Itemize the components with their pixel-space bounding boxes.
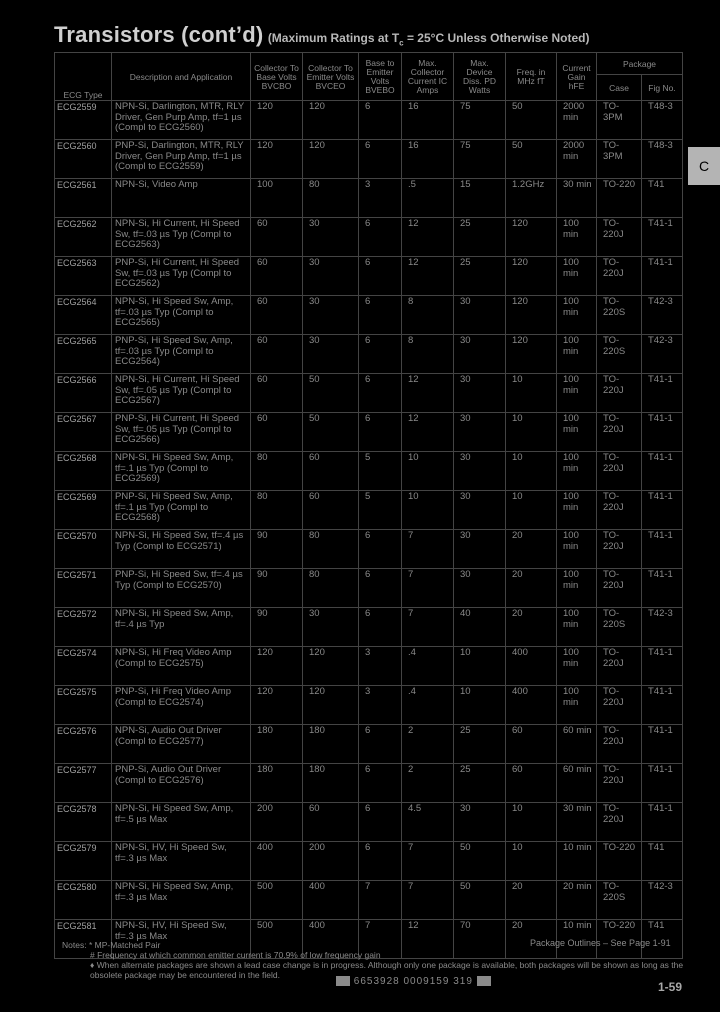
cell-hfe: 2000 min [557,140,597,179]
barcode-mark-left [336,976,350,986]
cell-bvebo: 3 [359,647,402,686]
cell-ft: 60 [506,764,557,803]
cell-case: TO-220J [597,491,642,530]
cell-ecg-type: ECG2576 [55,725,112,764]
cell-pd: 30 [454,335,506,374]
table-row [55,413,683,452]
cell-bvceo: 80 [303,569,359,608]
cell-ecg-type: ECG2575 [55,686,112,725]
cell-ft: 10 [506,491,557,530]
cell-pd: 25 [454,257,506,296]
cell-bvceo: 30 [303,296,359,335]
cell-ic: 7 [402,608,454,647]
note-1: * MP-Matched Pair [88,940,161,950]
cell-description: NPN-Si, Hi Speed Sw, Amp, tf=.5 µs Max [112,803,251,842]
cell-bvebo: 6 [359,569,402,608]
cell-bvceo: 30 [303,218,359,257]
table-row [55,647,683,686]
cell-ft: 1.2GHz [506,179,557,218]
cell-ecg-type: ECG2565 [55,335,112,374]
cell-bvcbo: 60 [251,296,303,335]
cell-case: TO-220 [597,842,642,881]
cell-ic: 7 [402,881,454,920]
cell-ic: 7 [402,842,454,881]
cell-ecg-type: ECG2561 [55,179,112,218]
cell-bvebo: 6 [359,218,402,257]
cell-pd: 75 [454,140,506,179]
table-row [55,140,683,179]
cell-case: TO-220J [597,374,642,413]
cell-bvebo: 6 [359,530,402,569]
cell-ecg-type: ECG2564 [55,296,112,335]
cell-bvcbo: 80 [251,491,303,530]
cell-bvebo: 5 [359,491,402,530]
transistor-table [54,52,683,959]
cell-fig: T41-1 [642,413,683,452]
cell-fig: T41-1 [642,647,683,686]
cell-pd: 30 [454,374,506,413]
cell-ft: 400 [506,647,557,686]
cell-hfe: 100 min [557,218,597,257]
cell-fig: T41-1 [642,257,683,296]
cell-ic: .5 [402,179,454,218]
cell-bvebo: 6 [359,101,402,140]
cell-ft: 50 [506,101,557,140]
table-row [55,296,683,335]
cell-description: PNP-Si, Hi Current, Hi Speed Sw, tf=.05 µs Typ (Compl to ECG2566) [112,413,251,452]
cell-case: TO-220 [597,920,642,959]
cell-ecg-type: ECG2563 [55,257,112,296]
cell-ic: 10 [402,491,454,530]
cell-case: TO-220J [597,803,642,842]
cell-description: PNP-Si, Darlington, MTR, RLY Driver, Gen Purp Amp, tf=1 µs (Compl to ECG2559) [112,140,251,179]
cell-ecg-type: ECG2570 [55,530,112,569]
header-description: Description and Application [112,53,251,101]
cell-ic: 2 [402,725,454,764]
table-row [55,686,683,725]
cell-ic: 12 [402,374,454,413]
cell-bvebo: 7 [359,881,402,920]
cell-description: PNP-Si, Hi Speed Sw, Amp, tf=.03 µs Typ (Compl to ECG2564) [112,335,251,374]
cell-ft: 20 [506,530,557,569]
header-bvceo: Collector To Emitter Volts BVCEO [303,53,359,101]
cell-pd: 30 [454,803,506,842]
page-number: 1-59 [658,980,683,994]
cell-ft: 10 [506,842,557,881]
cell-fig: T41-1 [642,491,683,530]
cell-ecg-type: ECG2562 [55,218,112,257]
table-row [55,881,683,920]
cell-pd: 40 [454,608,506,647]
cell-bvceo: 50 [303,413,359,452]
cell-ic: 8 [402,296,454,335]
cell-description: NPN-Si, Hi Speed Sw, Amp, tf=.4 µs Typ [112,608,251,647]
cell-ecg-type: ECG2577 [55,764,112,803]
header-hfe: Current Gain hFE [557,53,597,101]
cell-ic: 7 [402,569,454,608]
cell-case: TO-220J [597,686,642,725]
cell-bvceo: 400 [303,920,359,959]
cell-bvcbo: 60 [251,413,303,452]
cell-pd: 75 [454,101,506,140]
cell-hfe: 20 min [557,881,597,920]
cell-pd: 10 [454,647,506,686]
cell-fig: T41-1 [642,530,683,569]
cell-bvceo: 30 [303,257,359,296]
cell-bvebo: 6 [359,842,402,881]
cell-bvebo: 3 [359,179,402,218]
table-row [55,101,683,140]
cell-description: NPN-Si, Hi Speed Sw, tf=.4 µs Typ (Compl to ECG2571) [112,530,251,569]
cell-pd: 25 [454,764,506,803]
cell-bvebo: 6 [359,608,402,647]
table-row [55,569,683,608]
cell-case: TO-220J [597,725,642,764]
cell-hfe: 100 min [557,257,597,296]
cell-fig: T41 [642,920,683,959]
cell-case: TO-220J [597,413,642,452]
cell-ic: 12 [402,257,454,296]
cell-hfe: 100 min [557,452,597,491]
table-row [55,218,683,257]
cell-bvceo: 120 [303,647,359,686]
cell-bvceo: 180 [303,725,359,764]
cell-description: NPN-Si, Hi Speed Sw, Amp, tf=.1 µs Typ (Compl to ECG2569) [112,452,251,491]
cell-ft: 400 [506,686,557,725]
note-2: # Frequency at which common emitter current is 70.9% of low frequency gain [90,950,381,960]
cell-bvcbo: 500 [251,881,303,920]
cell-bvcbo: 90 [251,608,303,647]
cell-pd: 15 [454,179,506,218]
cell-bvcbo: 400 [251,842,303,881]
cell-case: TO-220J [597,452,642,491]
cell-bvceo: 180 [303,764,359,803]
cell-ft: 60 [506,725,557,764]
table-row [55,608,683,647]
cell-hfe: 100 min [557,335,597,374]
cell-hfe: 60 min [557,764,597,803]
cell-bvebo: 5 [359,452,402,491]
cell-case: TO-220S [597,608,642,647]
notes-label: Notes: [62,940,87,950]
table-row [55,725,683,764]
cell-ft: 120 [506,296,557,335]
header-ft: Freq. in MHz fT [506,53,557,101]
cell-hfe: 30 min [557,803,597,842]
cell-case: TO-220 [597,179,642,218]
cell-case: TO-220J [597,569,642,608]
cell-hfe: 100 min [557,569,597,608]
cell-description: NPN-Si, Hi Speed Sw, Amp, tf=.3 µs Max [112,881,251,920]
cell-bvcbo: 120 [251,101,303,140]
cell-fig: T41-1 [642,725,683,764]
cell-bvceo: 50 [303,374,359,413]
cell-bvebo: 3 [359,686,402,725]
cell-ft: 10 [506,413,557,452]
table-row [55,842,683,881]
table-row [55,335,683,374]
cell-bvebo: 6 [359,374,402,413]
cell-ic: 12 [402,920,454,959]
cell-description: PNP-Si, Hi Current, Hi Speed Sw, tf=.03 µs Typ (Compl to ECG2562) [112,257,251,296]
cell-description: NPN-Si, HV, Hi Speed Sw, tf=.3 µs Max [112,920,251,959]
cell-ic: 10 [402,452,454,491]
cell-fig: T41-1 [642,764,683,803]
cell-hfe: 100 min [557,530,597,569]
cell-bvceo: 120 [303,140,359,179]
cell-description: PNP-Si, Audio Out Driver (Compl to ECG2576) [112,764,251,803]
cell-case: TO-3PM [597,101,642,140]
cell-bvcbo: 500 [251,920,303,959]
cell-bvcbo: 60 [251,374,303,413]
cell-hfe: 10 min [557,842,597,881]
page-title [54,22,589,48]
cell-description: NPN-Si, Hi Current, Hi Speed Sw, tf=.05 µs Typ (Compl to ECG2567) [112,374,251,413]
cell-ecg-type: ECG2579 [55,842,112,881]
cell-ic: 12 [402,218,454,257]
cell-hfe: 100 min [557,686,597,725]
cell-hfe: 2000 min [557,101,597,140]
cell-description: PNP-Si, Hi Speed Sw, tf=.4 µs Typ (Compl to ECG2570) [112,569,251,608]
cell-fig: T41-1 [642,803,683,842]
cell-ecg-type: ECG2574 [55,647,112,686]
cell-bvebo: 6 [359,413,402,452]
cell-ecg-type: ECG2571 [55,569,112,608]
cell-fig: T42-3 [642,881,683,920]
cell-hfe: 100 min [557,491,597,530]
cell-case: TO-220J [597,257,642,296]
cell-ic: 8 [402,335,454,374]
cell-pd: 30 [454,452,506,491]
cell-pd: 30 [454,569,506,608]
cell-ecg-type: ECG2569 [55,491,112,530]
cell-bvceo: 80 [303,179,359,218]
cell-bvebo: 6 [359,764,402,803]
cell-ecg-type: ECG2572 [55,608,112,647]
cell-case: TO-220S [597,335,642,374]
header-pd: Max. Device Diss. PD Watts [454,53,506,101]
cell-ft: 10 [506,374,557,413]
table-row [55,374,683,413]
cell-fig: T42-3 [642,335,683,374]
cell-bvcbo: 200 [251,803,303,842]
cell-ecg-type: ECG2559 [55,101,112,140]
cell-pd: 25 [454,218,506,257]
cell-pd: 30 [454,491,506,530]
cell-ft: 120 [506,257,557,296]
cell-ic: 2 [402,764,454,803]
cell-ft: 120 [506,218,557,257]
cell-fig: T41-1 [642,374,683,413]
cell-bvebo: 7 [359,920,402,959]
cell-bvcbo: 60 [251,335,303,374]
cell-case: TO-220J [597,647,642,686]
cell-bvebo: 6 [359,296,402,335]
cell-pd: 70 [454,920,506,959]
barcode [336,976,491,987]
cell-ft: 20 [506,881,557,920]
table-row [55,452,683,491]
cell-ic: 7 [402,530,454,569]
cell-fig: T41 [642,842,683,881]
cell-bvcbo: 180 [251,725,303,764]
cell-case: TO-3PM [597,140,642,179]
cell-hfe: 100 min [557,608,597,647]
cell-ic: 16 [402,140,454,179]
cell-description: NPN-Si, Audio Out Driver (Compl to ECG2577) [112,725,251,764]
cell-bvcbo: 80 [251,452,303,491]
table-row [55,491,683,530]
cell-case: TO-220S [597,881,642,920]
cell-fig: T41-1 [642,218,683,257]
cell-ic: 4.5 [402,803,454,842]
cell-ft: 20 [506,608,557,647]
cell-hfe: 30 min [557,179,597,218]
cell-description: PNP-Si, Hi Speed Sw, Amp, tf=.1 µs Typ (Compl to ECG2568) [112,491,251,530]
cell-bvcbo: 90 [251,530,303,569]
cell-ft: 50 [506,140,557,179]
cell-pd: 50 [454,842,506,881]
cell-ecg-type: ECG2566 [55,374,112,413]
cell-pd: 10 [454,686,506,725]
header-package: Package [597,53,683,75]
cell-hfe: 60 min [557,725,597,764]
cell-bvcbo: 100 [251,179,303,218]
note-3: ♦ When alternate packages are shown a lead case change is in progress. Although only one package is available, both packages will be shown as long as the obsolete package may be encountered in the field. [90,960,684,980]
header-ic: Max. Collector Current IC Amps [402,53,454,101]
table-row [55,530,683,569]
cell-fig: T42-3 [642,608,683,647]
cell-fig: T41-1 [642,569,683,608]
header-bvcbo: Collector To Base Volts BVCBO [251,53,303,101]
cell-hfe: 100 min [557,374,597,413]
cell-bvceo: 30 [303,335,359,374]
cell-bvcbo: 120 [251,686,303,725]
cell-ic: .4 [402,647,454,686]
cell-description: NPN-Si, Darlington, MTR, RLY Driver, Gen Purp Amp, tf=1 µs (Compl to ECG2560) [112,101,251,140]
cell-bvcbo: 60 [251,218,303,257]
cell-hfe: 100 min [557,296,597,335]
table-row [55,179,683,218]
section-tab: C [688,147,720,185]
cell-bvebo: 6 [359,725,402,764]
notes [62,940,692,980]
cell-bvebo: 6 [359,803,402,842]
cell-fig: T41-1 [642,452,683,491]
cell-ft: 10 [506,803,557,842]
table-row [55,764,683,803]
cell-bvceo: 60 [303,452,359,491]
cell-case: TO-220J [597,530,642,569]
cell-bvcbo: 90 [251,569,303,608]
cell-pd: 30 [454,296,506,335]
cell-fig: T48-3 [642,101,683,140]
header-fig: Fig No. [642,75,683,101]
cell-bvcbo: 180 [251,764,303,803]
cell-hfe: 100 min [557,647,597,686]
cell-description: NPN-Si, Hi Freq Video Amp (Compl to ECG2575) [112,647,251,686]
cell-description: NPN-Si, HV, Hi Speed Sw, tf=.3 µs Max [112,842,251,881]
cell-ecg-type: ECG2560 [55,140,112,179]
cell-pd: 25 [454,725,506,764]
cell-bvcbo: 120 [251,647,303,686]
header-ecg-type: ECG Type [55,53,112,101]
cell-case: TO-220J [597,764,642,803]
cell-description: NPN-Si, Hi Current, Hi Speed Sw, tf=.03 µs Typ (Compl to ECG2563) [112,218,251,257]
cell-bvceo: 80 [303,530,359,569]
title-main: Transistors (cont’d) [54,22,264,47]
title-subtitle: (Maximum Ratings at $T_c = 25^\circ C$ Unless Otherwise Noted) [267,31,590,48]
cell-ecg-type: ECG2567 [55,413,112,452]
barcode-mark-right [477,976,491,986]
cell-ft: 20 [506,569,557,608]
cell-hfe: 10 min [557,920,597,959]
cell-bvceo: 120 [303,101,359,140]
cell-fig: T48-3 [642,140,683,179]
barcode-text: 6653928 0009159 319 [353,976,473,987]
table-body [55,101,683,959]
cell-description: NPN-Si, Hi Speed Sw, Amp, tf=.03 µs Typ (Compl to ECG2565) [112,296,251,335]
cell-ecg-type: ECG2580 [55,881,112,920]
cell-hfe: 100 min [557,413,597,452]
cell-ic: .4 [402,686,454,725]
cell-ic: 12 [402,413,454,452]
cell-description: PNP-Si, Hi Freq Video Amp (Compl to ECG2574) [112,686,251,725]
header-case: Case [597,75,642,101]
cell-ft: 120 [506,335,557,374]
cell-ecg-type: ECG2581 [55,920,112,959]
cell-ft: 20 [506,920,557,959]
cell-ecg-type: ECG2568 [55,452,112,491]
cell-ecg-type: ECG2578 [55,803,112,842]
table-row [55,803,683,842]
cell-bvceo: 120 [303,686,359,725]
cell-bvceo: 60 [303,803,359,842]
cell-bvcbo: 120 [251,140,303,179]
cell-fig: T41-1 [642,686,683,725]
cell-pd: 30 [454,413,506,452]
cell-description: NPN-Si, Video Amp [112,179,251,218]
cell-bvceo: 60 [303,491,359,530]
cell-ic: 16 [402,101,454,140]
cell-bvceo: 30 [303,608,359,647]
cell-bvceo: 200 [303,842,359,881]
cell-pd: 50 [454,881,506,920]
cell-bvebo: 6 [359,257,402,296]
header-bvebo: Base to Emitter Volts BVEBO [359,53,402,101]
cell-bvceo: 400 [303,881,359,920]
cell-bvebo: 6 [359,140,402,179]
cell-pd: 30 [454,530,506,569]
cell-case: TO-220S [597,296,642,335]
cell-fig: T42-3 [642,296,683,335]
cell-ft: 10 [506,452,557,491]
cell-bvebo: 6 [359,335,402,374]
cell-fig: T41 [642,179,683,218]
package-outlines-note: Package Outlines – See Page 1-91 [530,938,671,948]
cell-case: TO-220J [597,218,642,257]
cell-bvcbo: 60 [251,257,303,296]
table-row [55,257,683,296]
